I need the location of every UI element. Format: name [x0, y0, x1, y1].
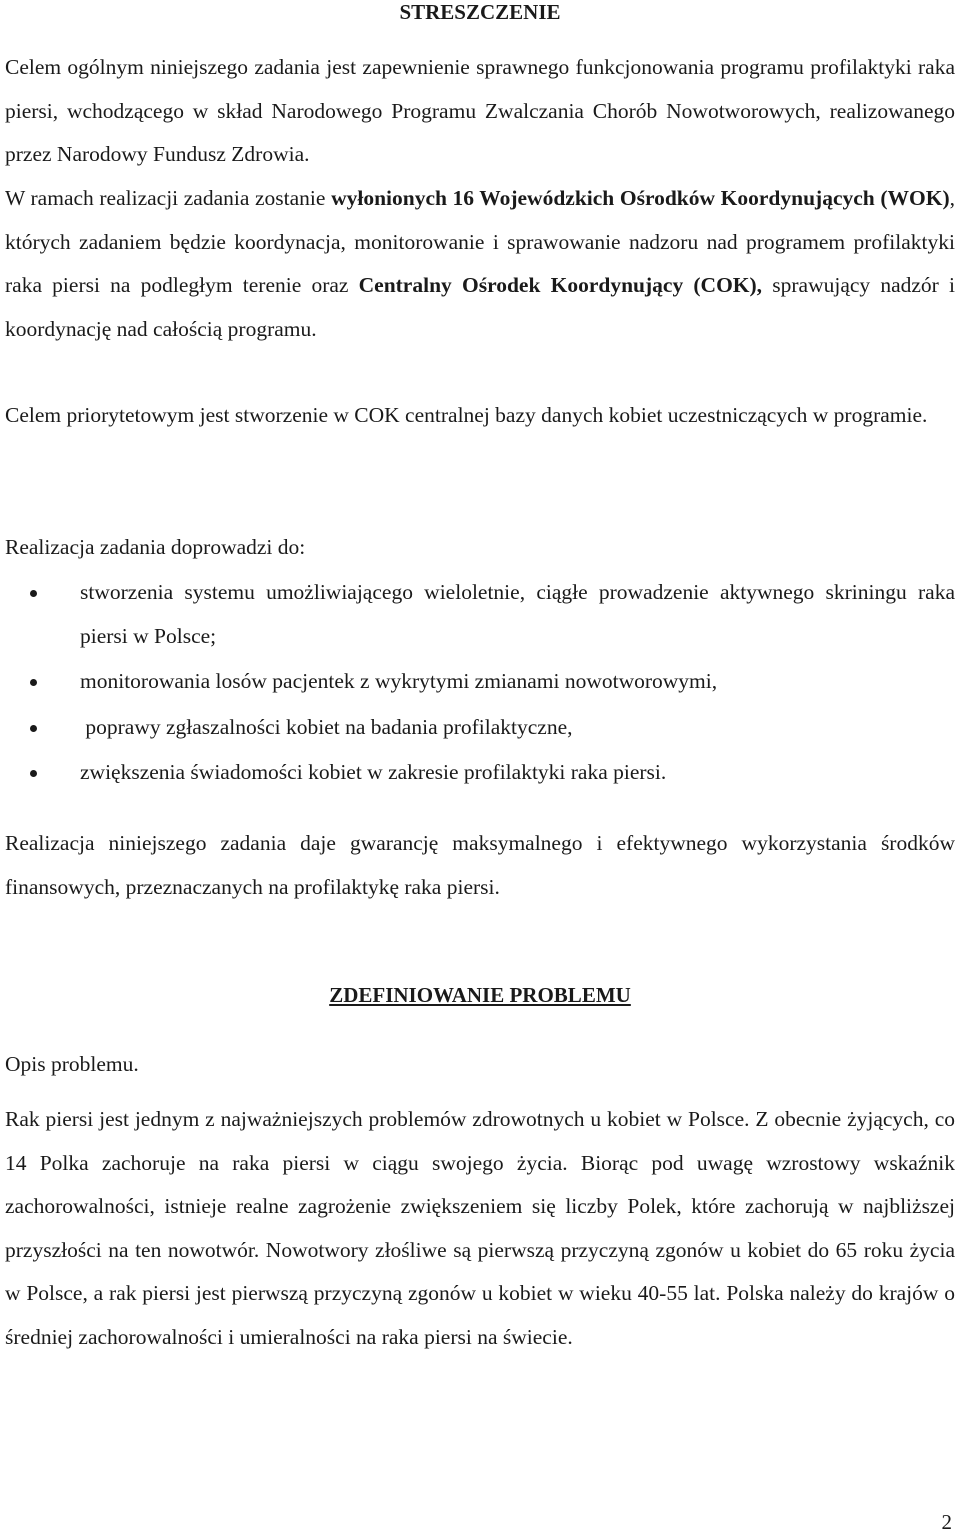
- p2-text-2: , których zadaniem będzie koordynacja, monitorowanie i sprawowanie nadzoru nad programem profilaktyki raka piersi na podległym terenie oraz: [5, 186, 955, 298]
- bullet-icon: [30, 770, 37, 777]
- section-heading-text: ZDEFINIOWANIE PROBLEMU: [329, 983, 631, 1007]
- paragraph-problem: Rak piersi jest jednym z najważniejszych problemów zdrowotnych u kobiet w Polsce. Z obecnie żyjących, co 14 Polka zachoruje na raka piersi w ciągu swojego życia. Biorąc pod uwagę wzrostowy wskaźnik zachorowalności, istnieje realne zagrożenie zwiększeniem się liczby Polek, które zachorują w najbliższej przyszłości na ten nowotwór. Nowotwory złośliwe są pierwszą przyczyną zgonów u kobiet do 65 roku życia w Polsce, a rak piersi jest pierwszą przyczyną zgonów u kobiet w wieku 40-55 lat. Polska należy do krajów o średniej zachorowalności i umieralności na raka piersi na świecie.: [5, 1107, 955, 1349]
- paragraph-guarantee: Realizacja niniejszego zadania daje gwarancję maksymalnego i efektywnego wykorzystania środków finansowych, przeznaczanych na profilaktykę raka piersi.: [5, 831, 955, 899]
- p2-text-1: W ramach realizacji zadania zostanie: [5, 186, 332, 210]
- list-lead: Realizacja zadania doprowadzi do:: [5, 535, 306, 559]
- list-item-text: stworzenia systemu umożliwiającego wieloletnie, ciągłe prowadzenie aktywnego skriningu raka piersi w Polsce;: [80, 580, 955, 648]
- outcomes-list: [5, 571, 955, 797]
- p2-bold-2: Centralny Ośrodek Koordynujący (COK),: [358, 273, 763, 298]
- list-item: [5, 706, 955, 750]
- list-item-text: poprawy zgłaszalności kobiet na badania profilaktyczne,: [80, 714, 573, 739]
- bullet-icon: [30, 590, 37, 597]
- list-item: [5, 751, 955, 795]
- list-item: [5, 660, 955, 704]
- page-heading: [0, 0, 960, 24]
- page-number: 2: [941, 1510, 952, 1534]
- list-item-text: zwiększenia świadomości kobiet w zakresie profilaktyki raka piersi.: [80, 760, 667, 785]
- bullet-icon: [30, 679, 37, 686]
- bullet-icon: [30, 725, 37, 732]
- paragraph-goal: Celem ogólnym niniejszego zadania jest zapewnienie sprawnego funkcjonowania programu profilaktyki raka piersi, wchodzącego w skład Narodowego Programu Zwalczania Chorób Nowotworowych, realizowanego przez Narodowy Fundusz Zdrowia.: [5, 55, 955, 167]
- paragraph-priority: Celem priorytetowym jest stworzenie w COK centralnej bazy danych kobiet uczestniczących w programie.: [5, 403, 928, 427]
- heading-text: STRESZCZENIE: [399, 0, 561, 24]
- p2-bold-1: wyłonionych 16 Wojewódzkich Ośrodków Koordynujących (WOK): [331, 186, 950, 210]
- paragraph-framework: [5, 177, 955, 351]
- list-item: [5, 571, 955, 658]
- p2-text-3: sprawujący nadzór i koordynację nad całością programu.: [5, 273, 955, 341]
- section-heading: [0, 983, 960, 1007]
- subheading: Opis problemu.: [5, 1052, 139, 1076]
- list-item-text: monitorowania losów pacjentek z wykrytymi zmianami nowotworowymi,: [80, 669, 718, 694]
